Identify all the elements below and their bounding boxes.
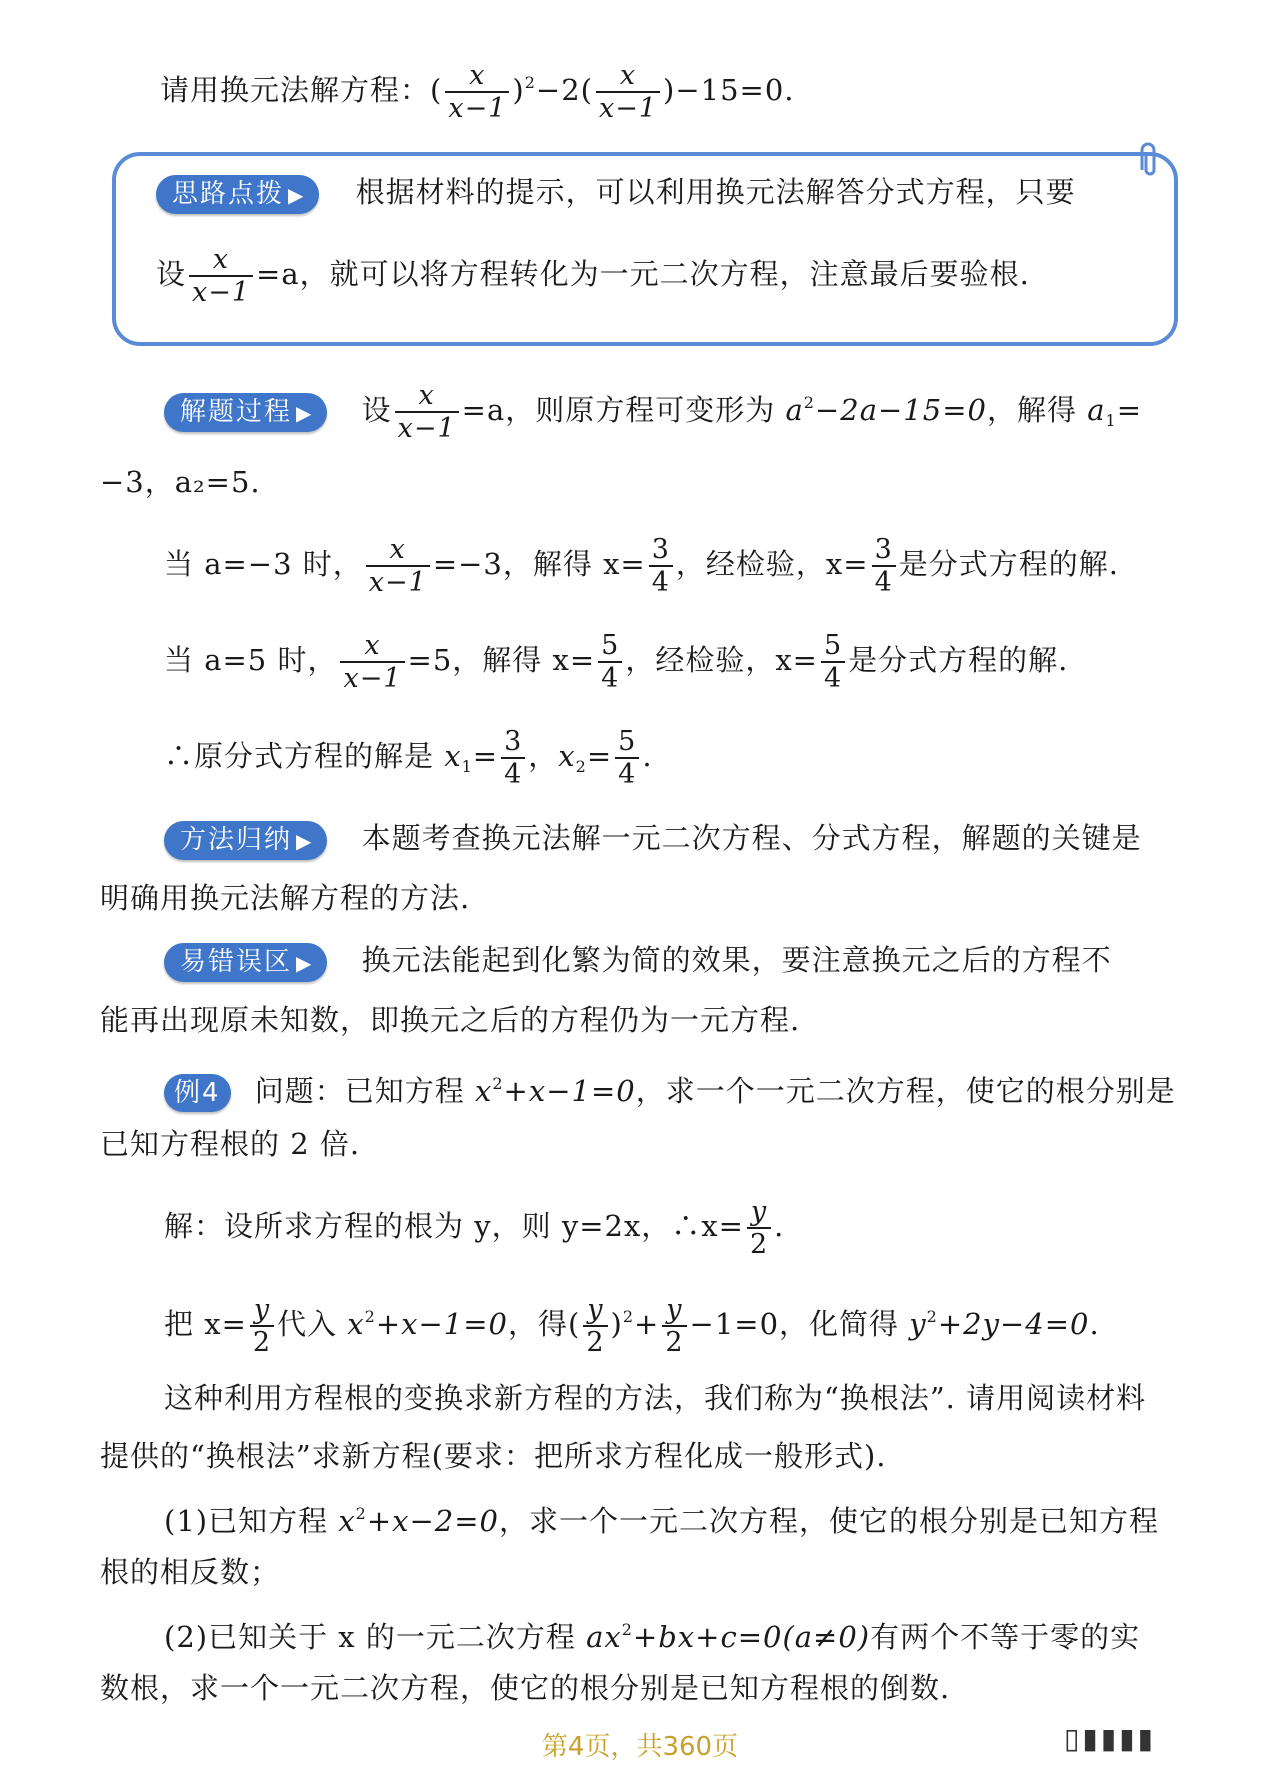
method-line-1: 方法归纳 ▶ 本题考查换元法解一元二次方程、分式方程，解题的关键是 <box>164 818 1142 860</box>
problem-statement: 请用换元法解方程：( $\frac{x}{x-1}$ )$^2$−2( $\frac{x}{x-1}$ )−15=0. <box>160 60 795 124</box>
bars-icon[interactable]: ▯▮▮▮▮ <box>1064 1722 1157 1755</box>
mistake-line-2: 能再出现原未知数，即换元之后的方程仍为一元方程. <box>100 1003 801 1037</box>
mistake-badge: 易错误区 ▶ <box>164 943 327 982</box>
fraction: $\frac{x}{x-1}$ <box>445 62 509 122</box>
solution-badge: 解题过程 ▶ <box>164 393 327 432</box>
hint-line-2: 设 $\frac{x}{x-1}$ =a，就可以将方程转化为一元二次方程，注意最后要验根. <box>156 244 1030 308</box>
example4-paragraph-1: 这种利用方程根的变换求新方程的方法，我们称为“换根法”. 请用阅读材料 <box>164 1381 1147 1415</box>
solution-conclusion: ∴原分式方程的解是 $x_1=$ $\frac{3}{4}$ ，$x_2=$ $\frac{5}{4}$ . <box>164 726 653 790</box>
hint-badge: 思路点拨 ▶ <box>156 175 319 214</box>
example4-paragraph-2: 提供的“换根法”求新方程(要求：把所求方程化成一般形式). <box>100 1439 887 1473</box>
solution-case-2: 当 a=5 时， $\frac{x}{x-1}$ =5，解得 x= $\frac{5}{4}$ ，经检验，x= $\frac{5}{4}$ 是分式方程的解. <box>164 630 1069 694</box>
method-badge: 方法归纳 ▶ <box>164 821 327 860</box>
example4-item-1a: (1)已知方程 $x^2+x-2=0$，求一个一元二次方程，使它的根分别是已知方程 <box>164 1504 1160 1538</box>
fraction: $\frac{x}{x-1}$ <box>395 382 459 442</box>
example4-question-1: 例4 问题：已知方程 $x^2+x-1=0$，求一个一元二次方程，使它的根分别是 <box>164 1064 1176 1112</box>
example4-solution-1: 解：设所求方程的根为 y，则 y=2x，∴x= $\frac{y}{2}$ . <box>164 1196 785 1260</box>
hint-line-1: 思路点拨 ▶ 根据材料的提示，可以利用换元法解答分式方程，只要 <box>156 172 1076 214</box>
fraction: $\frac{x}{x-1}$ <box>596 62 660 122</box>
example4-item-1b: 根的相反数； <box>100 1555 281 1589</box>
solution-line-2: −3，a₂=5. <box>100 465 261 499</box>
toolbar-icons <box>1064 1722 1156 1755</box>
fraction: $\frac{x}{x-1}$ <box>340 632 404 692</box>
fraction: $\frac{x}{x-1}$ <box>189 246 253 306</box>
method-line-2: 明确用换元法解方程的方法. <box>100 881 471 915</box>
example4-question-2: 已知方程根的 2 倍. <box>100 1127 361 1161</box>
fraction: $\frac{x}{x-1}$ <box>366 536 430 596</box>
solution-line-1: 解题过程 ▶ 设 $\frac{x}{x-1}$ =a，则原方程可变形为 $a^2-2a-15=0$，解得 $a_1=$ <box>164 382 1142 442</box>
paperclip-icon <box>1134 140 1164 178</box>
example4-badge: 例4 <box>164 1074 231 1112</box>
mistake-line-1: 易错误区 ▶ 换元法能起到化繁为简的效果，要注意换元之后的方程不 <box>164 940 1112 982</box>
solution-case-1: 当 a=−3 时， $\frac{x}{x-1}$ =−3，解得 x= $\frac{3}{4}$ ，经检验，x= $\frac{3}{4}$ 是分式方程的解. <box>164 534 1119 598</box>
page-footer: 第4页，共360页 <box>541 1732 739 1762</box>
example4-item-2b: 数根，求一个一元二次方程，使它的根分别是已知方程根的倒数. <box>100 1671 951 1705</box>
example4-item-2a: (2)已知关于 x 的一元二次方程 $ax^2+bx+c=0(a\ne 0)$有两个不等于零的实 <box>164 1620 1141 1654</box>
example4-solution-2: 把 x= $\frac{y}{2}$ 代入 $x^2+x-1=0$，得( $\frac{y}{2}$ )$^2$+ $\frac{y}{2}$ −1=0，化简得 $y^2+2y-4=0$. <box>164 1294 1100 1358</box>
